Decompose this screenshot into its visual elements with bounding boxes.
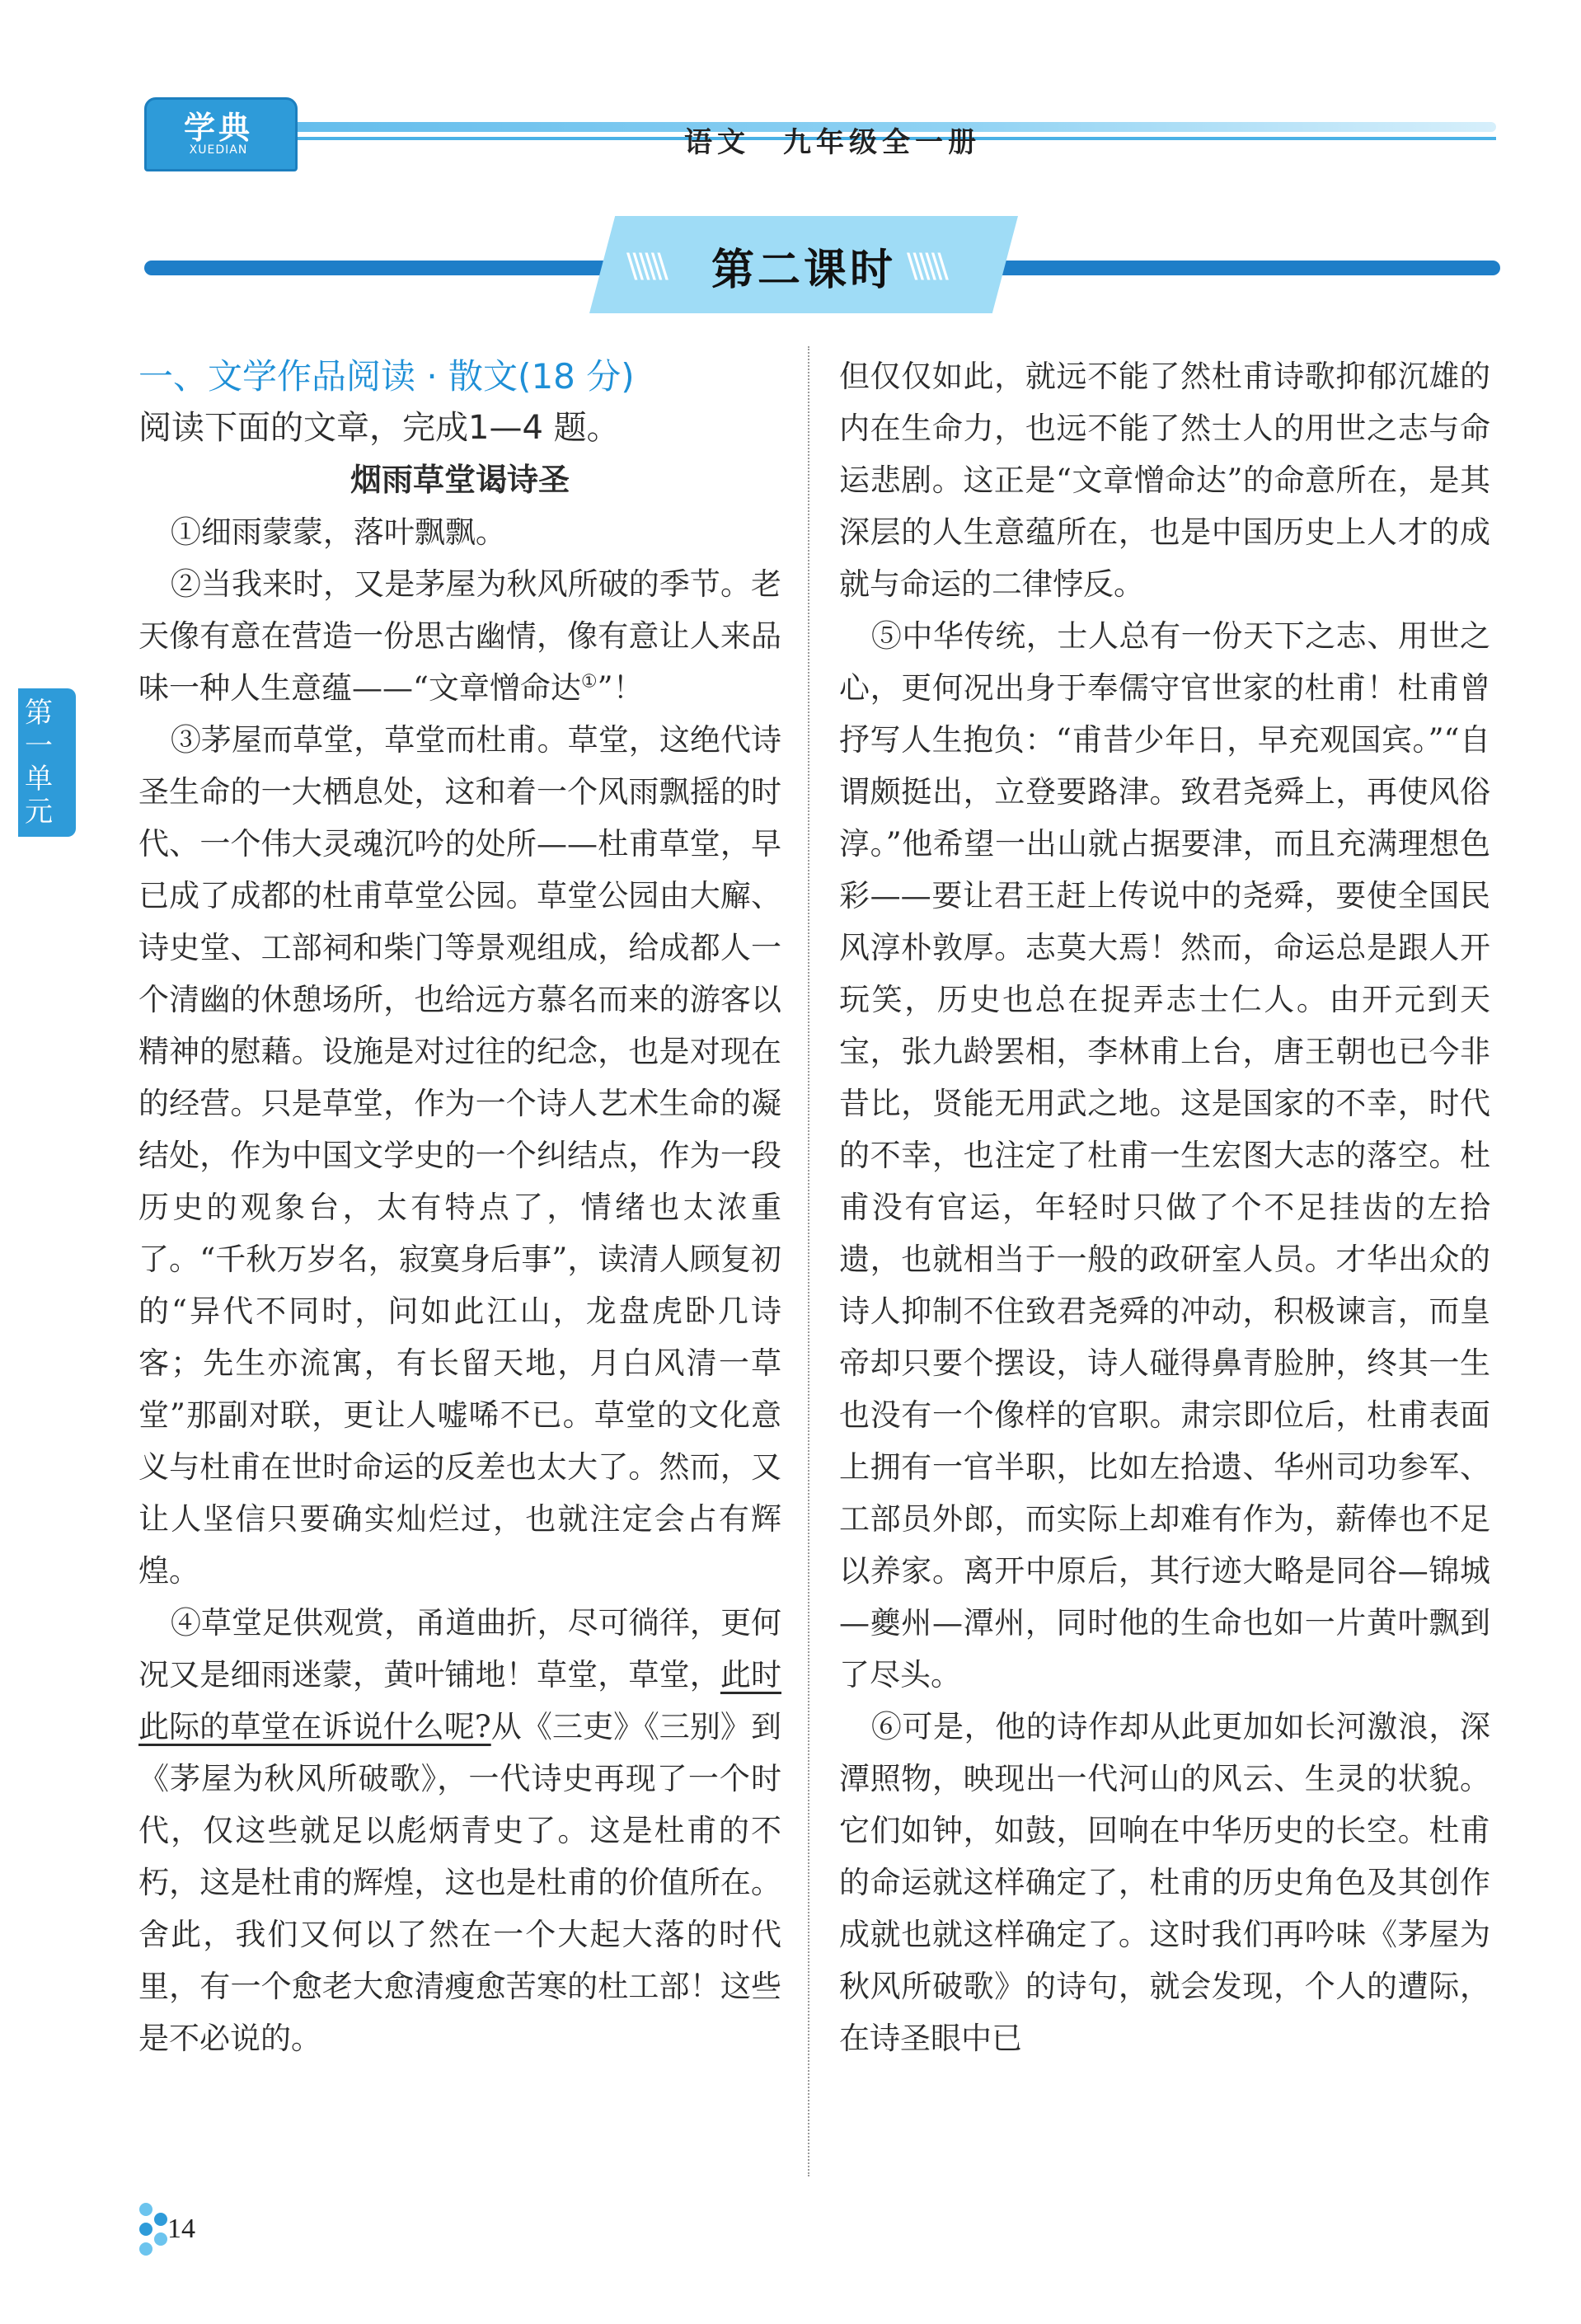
paragraph-6: ⑥可是，他的诗作却从此更加如长河激浪，深潭照物，映现出一代河山的风云、生灵的状貌。它们如钟，如鼓，回响在中华历史的长空。杜甫的命运就这样确定了，杜甫的历史角色及其创作成就也就这样确定了。这时我们再吟味《茅屋为秋风所破歌》的诗句，就会发现，个人的遭际，在诗圣眼中已: [839, 1709, 1490, 2056]
paragraph-4-text-a: ④草堂足供观赏，甬道曲折，尽可徜徉，更何况又是细雨迷蒙，黄叶铺地！草堂，草堂，: [138, 1605, 781, 1693]
right-column: [839, 350, 1490, 2064]
paragraph-4-continued: 但仅仅如此，就远不能了然杜甫诗歌抑郁沉雄的内在生命力，也远不能了然士人的用世之志与命运悲剧。这正是“文章憎命达”的命意所在，是其深层的人生意蕴所在，也是中国历史上人才的成就与命运的二律悖反。: [839, 359, 1490, 602]
paragraph-1: ①细雨蒙蒙，落叶飘飘。: [170, 514, 506, 550]
left-column: [138, 350, 781, 2064]
paragraph-5: ⑤中华传统，士人总有一份天下之志、用世之心，更何况出身于奉儒守官世家的杜甫！杜甫曾抒写人生抱负：“甫昔少年日，早充观国宾。”“自谓颇挺出，立登要路津。致君尧舜上，再使风俗淳。”他希望一出山就占据要津，而且充满理想色彩——要让君王赶上传说中的尧舜，要使全国民风淳朴敦厚。志莫大焉！然而，命运总是跟人开玩笑，历史也总在捉弄志士仁人。由开元到天宝，张九龄罢相，李林甫上台，唐王朝也已今非昔比，贤能无用武之地。这是国家的不幸，时代的不幸，也注定了杜甫一生宏图大志的落空。杜甫没有官运，年轻时只做了个不足挂齿的左拾遗，也就相当于一般的政研室人员。才华出众的诗人抑制不住致君尧舜的冲动，积极谏言，而皇帝却只要个摆设，诗人碰得鼻青脸肿，终其一生也没有一个像样的官职。肃宗即位后，杜甫表面上拥有一官半职，比如左拾遗、华州司功参军、工部员外郎，而实际上却难有作为，薪俸也不足以养家。离开中原后，其行迹大略是同谷—锦城—夔州—潭州，同时他的生命也如一片黄叶飘到了尽头。: [839, 618, 1490, 1693]
paragraph-3: ③茅屋而草堂，草堂而杜甫。草堂，这绝代诗圣生命的一大栖息处，这和着一个风雨飘摇的时代、一个伟大灵魂沉吟的处所——杜甫草堂，早已成了成都的杜甫草堂公园。草堂公园由大廨、诗史堂、工部祠和柴门等景观组成，给成都人一个清幽的休憩场所，也给远方慕名而来的游客以精神的慰藉。设施是对过往的纪念，也是对现在的经营。只是草堂，作为一个诗人艺术生命的凝结处，作为中国文学史的一个纠结点，作为一段历史的观象台，太有特点了，情绪也太浓重了。“千秋万岁名，寂寞身后事”，读清人顾复初的“异代不同时，问如此江山，龙盘虎卧几诗客；先生亦流寓，有长留天地，月白风清一草堂”那副对联，更让人嘘唏不已。草堂的文化意义与杜甫在世时命运的反差也太大了。然而，又让人坚信只要确实灿烂过，也就注定会占有辉煌。: [138, 722, 781, 1589]
article-title: 烟雨草堂谒诗圣: [350, 462, 570, 498]
banner-hatch-right: \\\\\\: [907, 247, 944, 285]
paragraph-4-text-b: 从《三吏》《三别》到《茅屋为秋风所破歌》，一代诗史再现了一个时代，仅这些就足以彪炳青史了。这是杜甫的不朽，这是杜甫的辉煌，这也是杜甫的价值所在。舍此，我们又何以了然在一个大起大落的时代里，有一个愈老大愈清瘦愈苦寒的杜工部！这些是不必说的。: [138, 1709, 782, 2056]
logo-subtitle: XUEDIAN: [189, 143, 248, 157]
footnote-marker: ①: [580, 671, 598, 693]
paragraph-2: [138, 558, 781, 714]
paragraph-2-end: ”！: [597, 670, 644, 706]
page-number: 14: [167, 2214, 195, 2244]
instruction: 阅读下面的文章，完成1—4 题。: [138, 409, 620, 447]
paragraph-2-text: ②当我来时，又是茅屋为秋风所破的季节。老天像有意在营造一份思古幽情，像有意让人来品味一种人生意蕴——“文章憎命达: [138, 566, 781, 706]
logo-text: 学典: [183, 109, 253, 146]
publisher-logo: [144, 97, 301, 171]
banner-hatch-left: \\\\\\: [626, 247, 664, 285]
unit-side-tab-label: 第一单元: [25, 697, 53, 829]
section-title: 第二课时: [711, 245, 896, 295]
underlined-question-sentence: 此时此际的草堂在诉说什么呢?: [138, 1657, 782, 1744]
paragraph-4: [138, 1597, 781, 2064]
question-heading: 一、文学作品阅读 · 散文(18 分): [138, 356, 635, 397]
book-title: 语文 九年级全一册: [684, 126, 981, 159]
column-divider: [808, 346, 809, 2176]
